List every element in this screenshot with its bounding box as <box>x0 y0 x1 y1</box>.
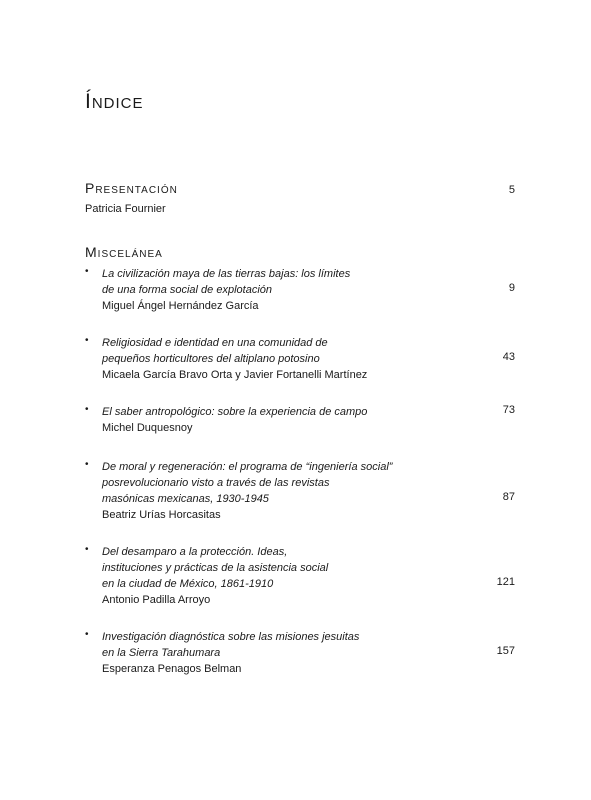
bullet-icon: • <box>85 629 89 640</box>
entry-title: El saber antropológico: sobre la experiencia de campo <box>102 406 368 418</box>
presentacion-page-number: 5 <box>508 184 515 196</box>
entry-page-number: 121 <box>496 576 515 588</box>
section-heading-miscelanea: Miscelánea <box>85 244 163 260</box>
entry-author: Antonio Padilla Arroyo <box>102 594 211 606</box>
presentacion-author: Patricia Fournier <box>85 203 166 215</box>
entry-page-number: 87 <box>502 491 515 503</box>
entry-page-number: 43 <box>502 351 515 363</box>
entry-author: Michel Duquesnoy <box>102 422 193 434</box>
entry-author: Micaela García Bravo Orta y Javier Fortanelli Martínez <box>102 369 368 381</box>
bullet-icon: • <box>85 335 89 346</box>
entry-author: Beatriz Urías Horcasitas <box>102 509 221 521</box>
bullet-icon: • <box>85 544 89 555</box>
entry-title: De moral y regeneración: el programa de “ingeniería social” posrevolucionario visto a través de las revistas masónicas mexicanas, 1930-1945 <box>102 461 393 505</box>
entry-page-number: 9 <box>508 282 515 294</box>
entry-author: Esperanza Penagos Belman <box>102 663 242 675</box>
bullet-icon: • <box>85 404 89 415</box>
entry-page-number: 73 <box>502 404 515 416</box>
section-heading-presentacion: Presentación <box>85 180 178 196</box>
entry-title: Religiosidad e identidad en una comunidad de pequeños horticultores del altiplano potosino <box>102 337 328 365</box>
entry-title: Del desamparo a la protección. Ideas, instituciones y prácticas de la asistencia social en la ciudad de México, 1861-1910 <box>102 546 329 590</box>
entry-author: Miguel Ángel Hernández García <box>102 300 259 312</box>
entry-title: Investigación diagnóstica sobre las misiones jesuitas en la Sierra Tarahumara <box>102 631 360 659</box>
page-title: Índice <box>85 90 144 113</box>
entry-title: La civilización maya de las tierras bajas: los límites de una forma social de explotación <box>102 268 351 296</box>
bullet-icon: • <box>85 266 89 277</box>
entry-page-number: 157 <box>496 645 515 657</box>
bullet-icon: • <box>85 459 89 470</box>
